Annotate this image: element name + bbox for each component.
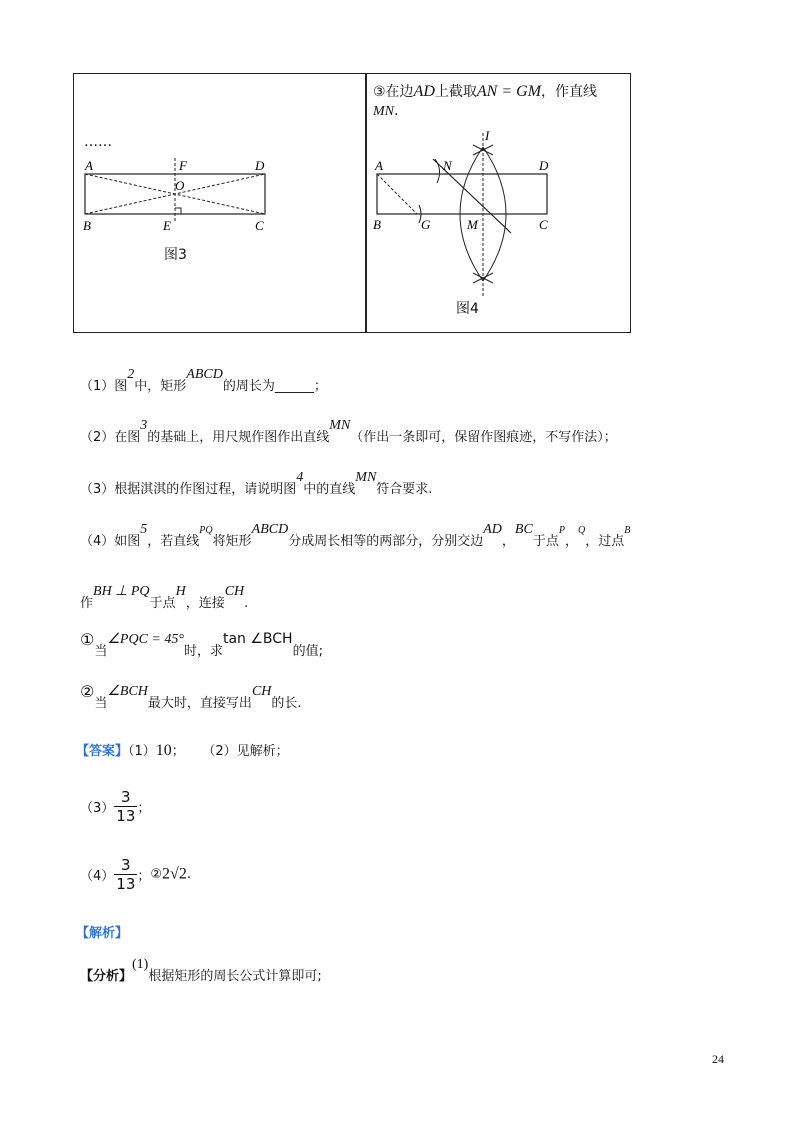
question-2: （2）在图3的基础上，用尺规作图作出直线MN（作出一条即可，保留作图痕迹，不写作法）； [80,418,617,445]
figure4-caption: 图4 [456,301,479,317]
figure4-label-i: I [485,128,490,143]
figure4-label-d: D [539,158,549,173]
figure3-label-b: B [83,218,91,233]
answer-line-1: 【答案】（1）10； （2）见解析； [76,742,289,759]
figure4-arc-n [435,159,440,183]
answer-3-fraction: $\frac{3}{13}$ [116,788,136,825]
question-4: （4）如图5，若直线$^{PQ}$将矩形ABCD分成周长相等的两部分，分别交边AD，BC于点$^P$，$^Q$，过点$^B$ [80,522,631,549]
answer-4-fraction: $\frac{3}{13}$ [116,856,136,893]
figure4-label-c: C [539,217,548,232]
analysis-line: 【分析】(1)根据矩形的周长公式计算即可; [80,957,322,984]
question-4-line2: 作BH ⊥ PQ于点H，连接CH. [80,584,249,611]
figure3-label-e: E [163,218,171,233]
sub-question-1: ①当∠PQC = 45°时，求tan ∠BCH的值; [80,630,323,659]
figure4-label-b: B [373,217,381,232]
figure3-label-o: O [175,178,185,193]
question-1: （1）图2中，矩形ABCD的周长为______； [80,367,327,394]
figure3-label-d: D [255,158,265,173]
figure3-dots: …… [84,134,112,150]
answer-line-3: （3） $\frac{3}{13}$ ； [80,788,151,825]
figure3-right-angle [175,208,181,214]
figure4-step-text: ③在边AD上截取AN = GM，作直线 [373,83,598,100]
figure3-diagram [75,150,365,270]
page-number: 24 [712,1052,724,1066]
figure4-label-g: G [421,217,431,232]
figure3-label-f: F [179,158,187,173]
figure4-line-bg [377,174,417,214]
figure3-caption: 图3 [164,247,187,263]
figure3-label-a: A [85,158,93,173]
figure4-label-a: A [375,158,383,173]
figure4-step-text-line2: MN. [373,103,399,119]
figure3-label-c: C [255,218,264,233]
figure4-diagram [367,125,627,305]
sub-question-2: ②当∠BCH最大时，直接写出CH的长. [80,682,302,711]
question-3: （3）根据淇淇的作图过程，请说明图4中的直线MN符合要求. [80,470,433,497]
figure4-label-m: M [467,217,478,232]
figure4-label-n: N [443,158,452,173]
answer-line-4: （4） $\frac{3}{13}$ ；②2√2. [80,856,191,893]
analysis-tag: 【解析】 [76,926,129,941]
